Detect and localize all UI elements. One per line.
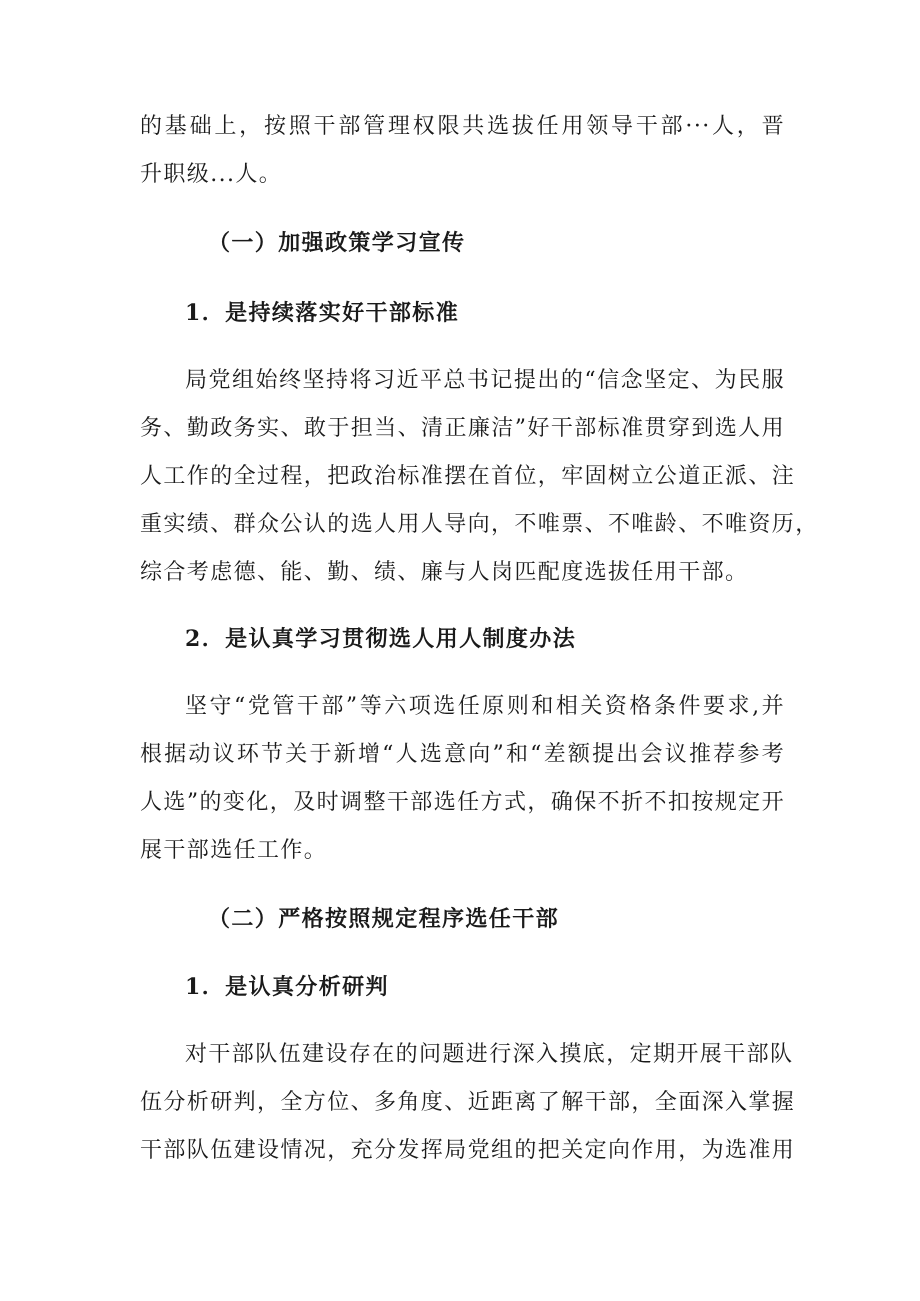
paragraph-line: 干部队伍建设情况，充分发挥局党组的把关定向作用，为选准用 [140, 1138, 796, 1163]
paragraph-line: 人工作的全过程，把政治标准摆在首位，牢固树立公道正派、注 [140, 464, 796, 489]
paragraph-line: 的基础上，按照干部管理权限共选拔任用领导干部···人，晋 [140, 114, 785, 139]
paragraph-line: 根据动议环节关于新增“人选意向”和“差额提出会议推荐参考 [140, 742, 785, 767]
paragraph-line: 重实绩、群众公认的选人用人导向，不唯票、不唯龄、不唯资历， [140, 512, 819, 537]
subsection-heading: 1．是持续落实好干部标准 [185, 300, 460, 326]
paragraph-line: 综合考虑德、能、勤、绩、廉与人岗匹配度选拔任用干部。 [140, 560, 749, 585]
paragraph-line: 伍分析研判，全方位、多角度、近距离了解干部，全面深入掌握 [140, 1090, 796, 1115]
paragraph-line: 务、勤政务实、敢于担当、清正廉洁”好干部标准贯穿到选人用 [140, 416, 785, 441]
section-heading: （一）加强政策学习宣传 [208, 230, 466, 256]
paragraph-line: 局党组始终坚持将习近平总书记提出的“信念坚定、为民服 [185, 368, 785, 393]
subsection-heading: 1．是认真分析研判 [185, 974, 389, 1000]
paragraph-line: 展干部选任工作。 [140, 838, 328, 863]
paragraph-line: 人选”的变化，及时调整干部选任方式，确保不折不扣按规定开 [140, 790, 785, 815]
paragraph-line: 坚守“党管干部”等六项选任原则和相关资格条件要求,并 [185, 694, 785, 719]
paragraph-line: 升职级...人。 [140, 162, 283, 187]
section-heading: （二）严格按照规定程序选任干部 [208, 906, 560, 932]
subsection-heading: 2．是认真学习贯彻选人用人制度办法 [185, 626, 577, 652]
paragraph-line: 对干部队伍建设存在的问题进行深入摸底，定期开展干部队 [185, 1042, 794, 1067]
